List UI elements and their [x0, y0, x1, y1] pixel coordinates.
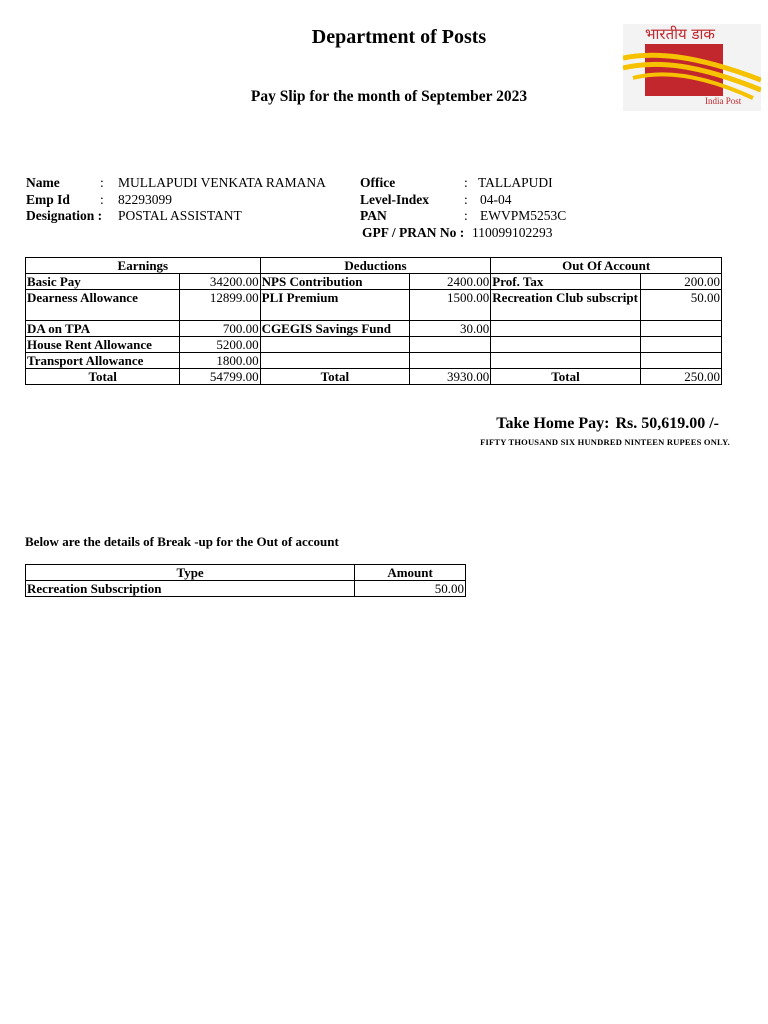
earning-amount: 34200.00 — [180, 274, 260, 290]
empid-label: Emp Id — [26, 191, 70, 207]
level-label: Level-Index — [360, 191, 429, 207]
out-of-account-name — [491, 337, 640, 353]
level-value: 04-04 — [480, 191, 512, 207]
salary-table — [25, 257, 722, 385]
breakup-table — [25, 564, 466, 597]
out-of-account-total-label: Total — [491, 369, 640, 385]
deduction-amount: 2400.00 — [410, 274, 491, 290]
pan-value: EWVPM5253C — [480, 208, 567, 223]
employee-id: 82293099 — [118, 191, 172, 207]
earning-name: Basic Pay — [26, 274, 180, 290]
name-label: Name — [26, 175, 60, 190]
take-home-value: Rs. 50,619.00 /- — [615, 415, 719, 432]
colon: : — [464, 175, 468, 190]
out-of-account-name: Recreation Club subscript — [491, 290, 640, 321]
employee-designation: POSTAL ASSISTANT — [118, 208, 242, 223]
earning-name: Dearness Allowance — [26, 290, 180, 321]
employee-info-left — [26, 175, 326, 225]
deduction-name — [260, 337, 409, 353]
office-label: Office — [360, 175, 396, 190]
type-header: Type — [26, 565, 355, 581]
employee-info-right — [360, 175, 566, 241]
earning-name: Transport Allowance — [26, 353, 180, 369]
deductions-total-label: Total — [260, 369, 409, 385]
totals-row — [26, 369, 722, 385]
take-home-label: Take Home Pay: — [496, 415, 610, 432]
table-row — [26, 274, 722, 290]
out-of-account-name: Prof. Tax — [491, 274, 640, 290]
out-of-account-amount: 50.00 — [640, 290, 721, 321]
out-of-account-amount — [640, 321, 721, 337]
take-home-pay — [0, 415, 719, 433]
earning-amount: 700.00 — [180, 321, 260, 337]
salary-table-header — [26, 258, 722, 274]
out-of-account-amount — [640, 337, 721, 353]
logo-brand-text: India Post — [705, 96, 742, 106]
deduction-amount: 30.00 — [410, 321, 491, 337]
table-row — [26, 337, 722, 353]
deduction-amount — [410, 353, 491, 369]
pan-label: PAN — [360, 208, 387, 223]
gpf-label: GPF / PRAN No : — [362, 224, 465, 240]
earning-name: DA on TPA — [26, 321, 180, 337]
colon: : — [100, 191, 104, 207]
page-title: Department of Posts — [311, 26, 487, 48]
earning-amount: 5200.00 — [180, 337, 260, 353]
out-of-account-header: Out Of Account — [491, 258, 722, 274]
deductions-total: 3930.00 — [410, 369, 491, 385]
out-of-account-name — [491, 321, 640, 337]
table-row — [26, 290, 722, 321]
breakup-type: Recreation Subscription — [26, 581, 355, 597]
out-of-account-amount: 200.00 — [640, 274, 721, 290]
employee-name: MULLAPUDI VENKATA RAMANA — [118, 175, 326, 190]
out-of-account-amount — [640, 353, 721, 369]
colon: : — [464, 208, 468, 223]
table-row — [26, 353, 722, 369]
amount-in-words: FIFTY THOUSAND SIX HUNDRED NINTEEN RUPEES ONLY. — [480, 437, 730, 447]
table-row — [26, 581, 466, 597]
colon: : — [100, 175, 104, 190]
out-of-account-total: 250.00 — [640, 369, 721, 385]
deduction-name — [260, 353, 409, 369]
deductions-header: Deductions — [260, 258, 491, 274]
logo-hindi-text: भारतीय डाक — [645, 25, 715, 43]
table-row — [26, 321, 722, 337]
earning-amount: 12899.00 — [180, 290, 260, 321]
deduction-amount — [410, 337, 491, 353]
india-post-logo — [623, 24, 761, 111]
deduction-amount: 1500.00 — [410, 290, 491, 321]
out-of-account-name — [491, 353, 640, 369]
breakup-title: Below are the details of Break -up for the Out of account — [25, 534, 339, 549]
breakup-table-header — [26, 565, 466, 581]
gpf-value: 110099102293 — [472, 224, 553, 240]
earning-name: House Rent Allowance — [26, 337, 180, 353]
colon: : — [464, 191, 468, 207]
payslip-subtitle: Pay Slip for the month of September 2023 — [250, 88, 528, 105]
breakup-amount: 50.00 — [355, 581, 466, 597]
deduction-name: CGEGIS Savings Fund — [260, 321, 409, 337]
earnings-total-label: Total — [26, 369, 180, 385]
earnings-total: 54799.00 — [180, 369, 260, 385]
earning-amount: 1800.00 — [180, 353, 260, 369]
deduction-name: PLI Premium — [260, 290, 409, 321]
amount-header: Amount — [355, 565, 466, 581]
deduction-name: NPS Contribution — [260, 274, 409, 290]
office-value: TALLAPUDI — [478, 175, 553, 190]
earnings-header: Earnings — [26, 258, 261, 274]
designation-label: Designation : — [26, 208, 103, 223]
